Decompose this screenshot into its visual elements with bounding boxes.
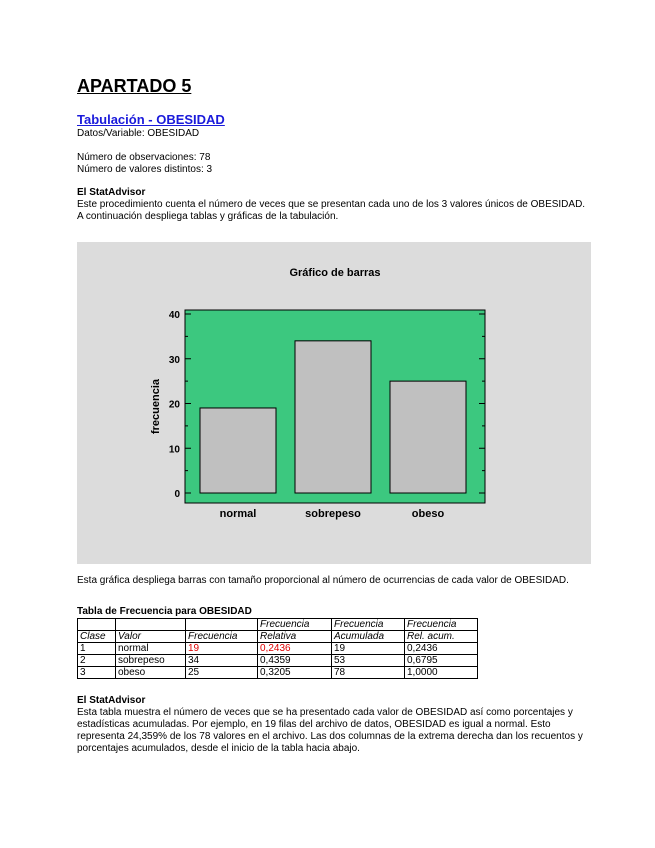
table-cell: Valor (116, 631, 186, 643)
table-cell (116, 619, 186, 631)
table-cell: 2 (78, 655, 116, 667)
chart-title: Gráfico de barras (289, 267, 381, 279)
table-cell (78, 619, 116, 631)
table-row (78, 667, 478, 679)
statadvisor-text-2b: estadísticas acumuladas. Por ejemplo, en 19 filas del archivo de datos, OBESIDAD es igual a normal. Esto (77, 719, 551, 730)
table-cell: 3 (78, 667, 116, 679)
table-cell: 1,0000 (405, 667, 478, 679)
statadvisor-text-2d: porcentajes acumulados, desde el inicio de la tabla hacia abajo. (77, 743, 360, 754)
x-tick-label-normal: normal (219, 508, 257, 520)
table-cell: 78 (332, 667, 405, 679)
distinct-values-count: Número de valores distintos: 3 (77, 164, 213, 175)
table-cell: Rel. acum. (405, 631, 478, 643)
statadvisor-title-2: El StatAdvisor (77, 695, 146, 706)
table-cell: 0,4359 (258, 655, 332, 667)
table-cell: 25 (186, 667, 258, 679)
bar-normal (200, 408, 276, 493)
statadvisor-title-1: El StatAdvisor (77, 187, 146, 198)
table-cell: Acumulada (332, 631, 405, 643)
y-tick-label: 10 (168, 444, 180, 456)
statadvisor-text-1b: A continuación despliega tablas y gráficas de la tabulación. (77, 211, 339, 222)
chart-caption: Esta gráfica despliega barras con tamaño proporcional al número de ocurrencias de cada valor de OBESIDAD. (77, 575, 569, 586)
statadvisor-text-1a: Este procedimiento cuenta el número de veces que se presentan cada uno de los 3 valores únicos de OBESIDAD. (77, 199, 586, 210)
table-header-row (78, 619, 478, 631)
y-tick-label: 0 (174, 489, 180, 500)
table-cell: normal (116, 643, 186, 655)
table-cell (186, 619, 258, 631)
table-cell: 53 (332, 655, 405, 667)
table-header-row (78, 631, 478, 643)
y-tick-label: 40 (168, 310, 180, 321)
x-tick-label-sobrepeso: sobrepeso (305, 508, 361, 520)
table-cell: 19 (332, 643, 405, 655)
statadvisor-text-2a: Esta tabla muestra el número de veces que se ha presentado cada valor de OBESIDAD así como porcentajes y (77, 707, 573, 718)
table-cell: Frecuencia (186, 631, 258, 643)
bar-obeso (390, 381, 466, 493)
frequency-table (77, 618, 478, 679)
table-cell: Frecuencia (332, 619, 405, 631)
y-tick-label: 20 (168, 399, 180, 411)
frequency-table-title: Tabla de Frecuencia para OBESIDAD (77, 606, 252, 617)
table-row (78, 643, 478, 655)
table-cell: 0,2436 (405, 643, 478, 655)
table-cell: 1 (78, 643, 116, 655)
bar-chart-panel (77, 242, 591, 564)
section-link-tabulacion[interactable]: Tabulación - OBESIDAD (77, 112, 225, 127)
y-axis-label: frecuencia (150, 378, 162, 435)
table-cell: obeso (116, 667, 186, 679)
table-cell: Clase (78, 631, 116, 643)
x-tick-label-obeso: obeso (411, 508, 445, 520)
statadvisor-text-2c: representa 24,359% de los 78 valores en el archivo. Las dos columnas de la extrema derecha dan los recuentos y (77, 731, 583, 742)
table-cell: 34 (186, 655, 258, 667)
table-cell: 0,6795 (405, 655, 478, 667)
table-cell: 0,3205 (258, 667, 332, 679)
table-cell: Frecuencia (405, 619, 478, 631)
table-cell: Frecuencia (258, 619, 332, 631)
table-cell: sobrepeso (116, 655, 186, 667)
observations-count: Número de observaciones: 78 (77, 152, 211, 163)
table-cell: Relativa (258, 631, 332, 643)
bar-sobrepeso (295, 341, 371, 493)
bar-chart (77, 242, 591, 564)
y-tick-label: 30 (168, 354, 180, 366)
table-row (78, 655, 478, 667)
page-heading: APARTADO 5 (77, 76, 192, 96)
variable-line: Datos/Variable: OBESIDAD (77, 128, 200, 139)
table-cell: 0,2436 (258, 643, 332, 655)
table-cell: 19 (186, 643, 258, 655)
